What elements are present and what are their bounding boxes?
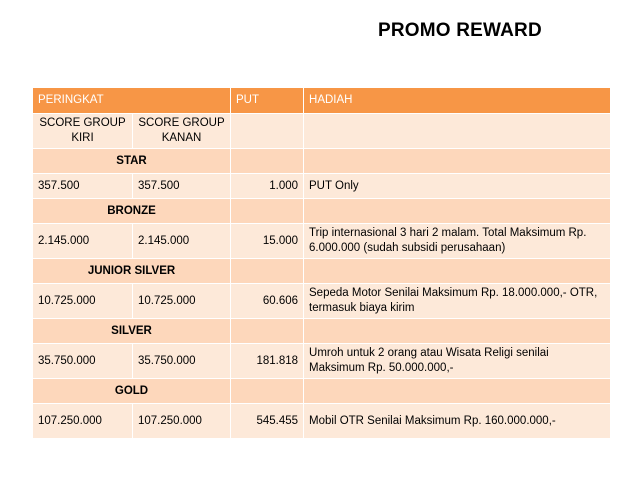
table-row	[33, 344, 611, 379]
rank-row	[33, 199, 611, 224]
score-kiri: 107.250.000	[33, 404, 133, 439]
rank-name: GOLD	[33, 379, 231, 404]
score-kiri: 10.725.000	[33, 284, 133, 319]
score-kanan: 10.725.000	[133, 284, 231, 319]
empty-cell	[231, 149, 304, 174]
sub-header-kiri: SCORE GROUP KIRI	[33, 114, 133, 149]
rank-name: SILVER	[33, 319, 231, 344]
empty-cell	[304, 199, 611, 224]
hadiah-value: Trip internasional 3 hari 2 malam. Total Maksimum Rp. 6.000.000 (sudah subsidi perusahaan)	[304, 224, 611, 259]
rank-name: BRONZE	[33, 199, 231, 224]
sub-header-row	[33, 114, 611, 149]
reward-table	[32, 87, 611, 439]
score-kanan: 35.750.000	[133, 344, 231, 379]
score-kanan: 357.500	[133, 174, 231, 199]
score-kiri: 2.145.000	[33, 224, 133, 259]
empty-cell	[231, 259, 304, 284]
empty-cell	[304, 114, 611, 149]
score-kanan: 2.145.000	[133, 224, 231, 259]
empty-cell	[304, 149, 611, 174]
rank-name: STAR	[33, 149, 231, 174]
put-value: 181.818	[231, 344, 304, 379]
rank-name: JUNIOR SILVER	[33, 259, 231, 284]
table-row	[33, 284, 611, 319]
score-kanan: 107.250.000	[133, 404, 231, 439]
put-value: 15.000	[231, 224, 304, 259]
hadiah-value: Umroh untuk 2 orang atau Wisata Religi senilai Maksimum Rp. 50.000.000,-	[304, 344, 611, 379]
page-title: PROMO REWARD	[378, 20, 542, 41]
table-row	[33, 174, 611, 199]
header-put: PUT	[231, 88, 304, 114]
empty-cell	[231, 379, 304, 404]
put-value: 60.606	[231, 284, 304, 319]
empty-cell	[304, 319, 611, 344]
empty-cell	[231, 199, 304, 224]
rank-row	[33, 149, 611, 174]
empty-cell	[231, 319, 304, 344]
table-row	[33, 224, 611, 259]
score-kiri: 35.750.000	[33, 344, 133, 379]
hadiah-value: PUT Only	[304, 174, 611, 199]
empty-cell	[304, 259, 611, 284]
sub-header-kanan: SCORE GROUP KANAN	[133, 114, 231, 149]
rank-row	[33, 379, 611, 404]
put-value: 545.455	[231, 404, 304, 439]
hadiah-value: Sepeda Motor Senilai Maksimum Rp. 18.000.000,- OTR, termasuk biaya kirim	[304, 284, 611, 319]
put-value: 1.000	[231, 174, 304, 199]
header-hadiah: HADIAH	[304, 88, 611, 114]
hadiah-value: Mobil OTR Senilai Maksimum Rp. 160.000.000,-	[304, 404, 611, 439]
score-kiri: 357.500	[33, 174, 133, 199]
empty-cell	[231, 114, 304, 149]
rank-row	[33, 319, 611, 344]
table-header-row	[33, 88, 611, 114]
rank-row	[33, 259, 611, 284]
empty-cell	[304, 379, 611, 404]
header-peringkat: PERINGKAT	[33, 88, 231, 114]
table-row	[33, 404, 611, 439]
